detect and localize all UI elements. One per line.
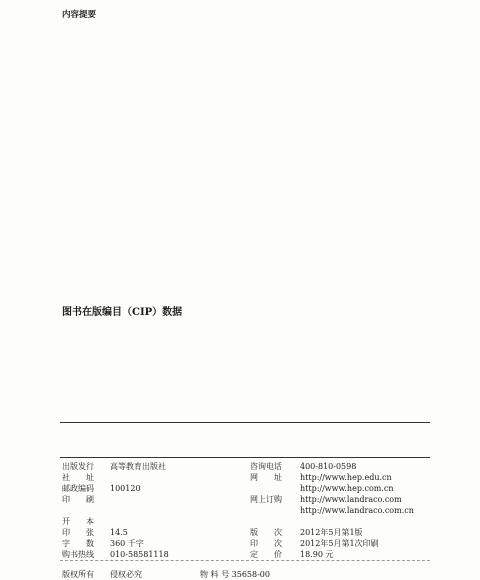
cip-title: 图书在版编目（CIP）数据 [62,307,183,318]
divider [60,560,430,561]
credit-item [258,428,261,439]
publish-row [62,505,110,516]
publish-row: 字 数 360 千字 [62,539,144,548]
publish-row: 出版发行 高等教育出版社 [62,462,166,471]
publish-row: 版 次 2012年5月第1版 [250,528,363,537]
credit-item [62,428,65,439]
publish-row: 购书热线 010-58581118 [62,550,169,559]
publish-row: 开 本 [62,517,94,526]
publish-row: 网上订购 http://www.landraco.com [250,495,402,504]
credit-item [345,428,348,439]
publish-row: 邮政编码 100120 [62,484,141,493]
publish-row: 网 址 http://www.hep.edu.cn [250,473,392,482]
material-number: 物 料 号 35658-00 [200,570,270,579]
publish-row [250,516,300,527]
publish-row: http://www.hep.com.cn [300,484,394,493]
divider [60,457,430,458]
publish-row: 社 址 [62,473,94,482]
publish-row: 印 张 14.5 [62,528,128,537]
publish-row: 印 刷 [62,495,94,504]
publish-row: 定 价 18.90 元 [250,550,334,559]
publish-row: 咨询电话 400-810-0598 [250,462,357,471]
summary-body [62,20,427,21]
credit-item [62,441,65,452]
rights-item: 版权所有 侵权必究 [62,570,142,579]
credit-item [160,428,163,439]
publish-row: 印 次 2012年5月第1次印刷 [250,539,379,548]
divider [60,422,430,423]
publish-row: http://www.landraco.com.cn [300,506,414,515]
summary-heading: 内容提要 [62,10,97,20]
credit-item [160,441,163,452]
